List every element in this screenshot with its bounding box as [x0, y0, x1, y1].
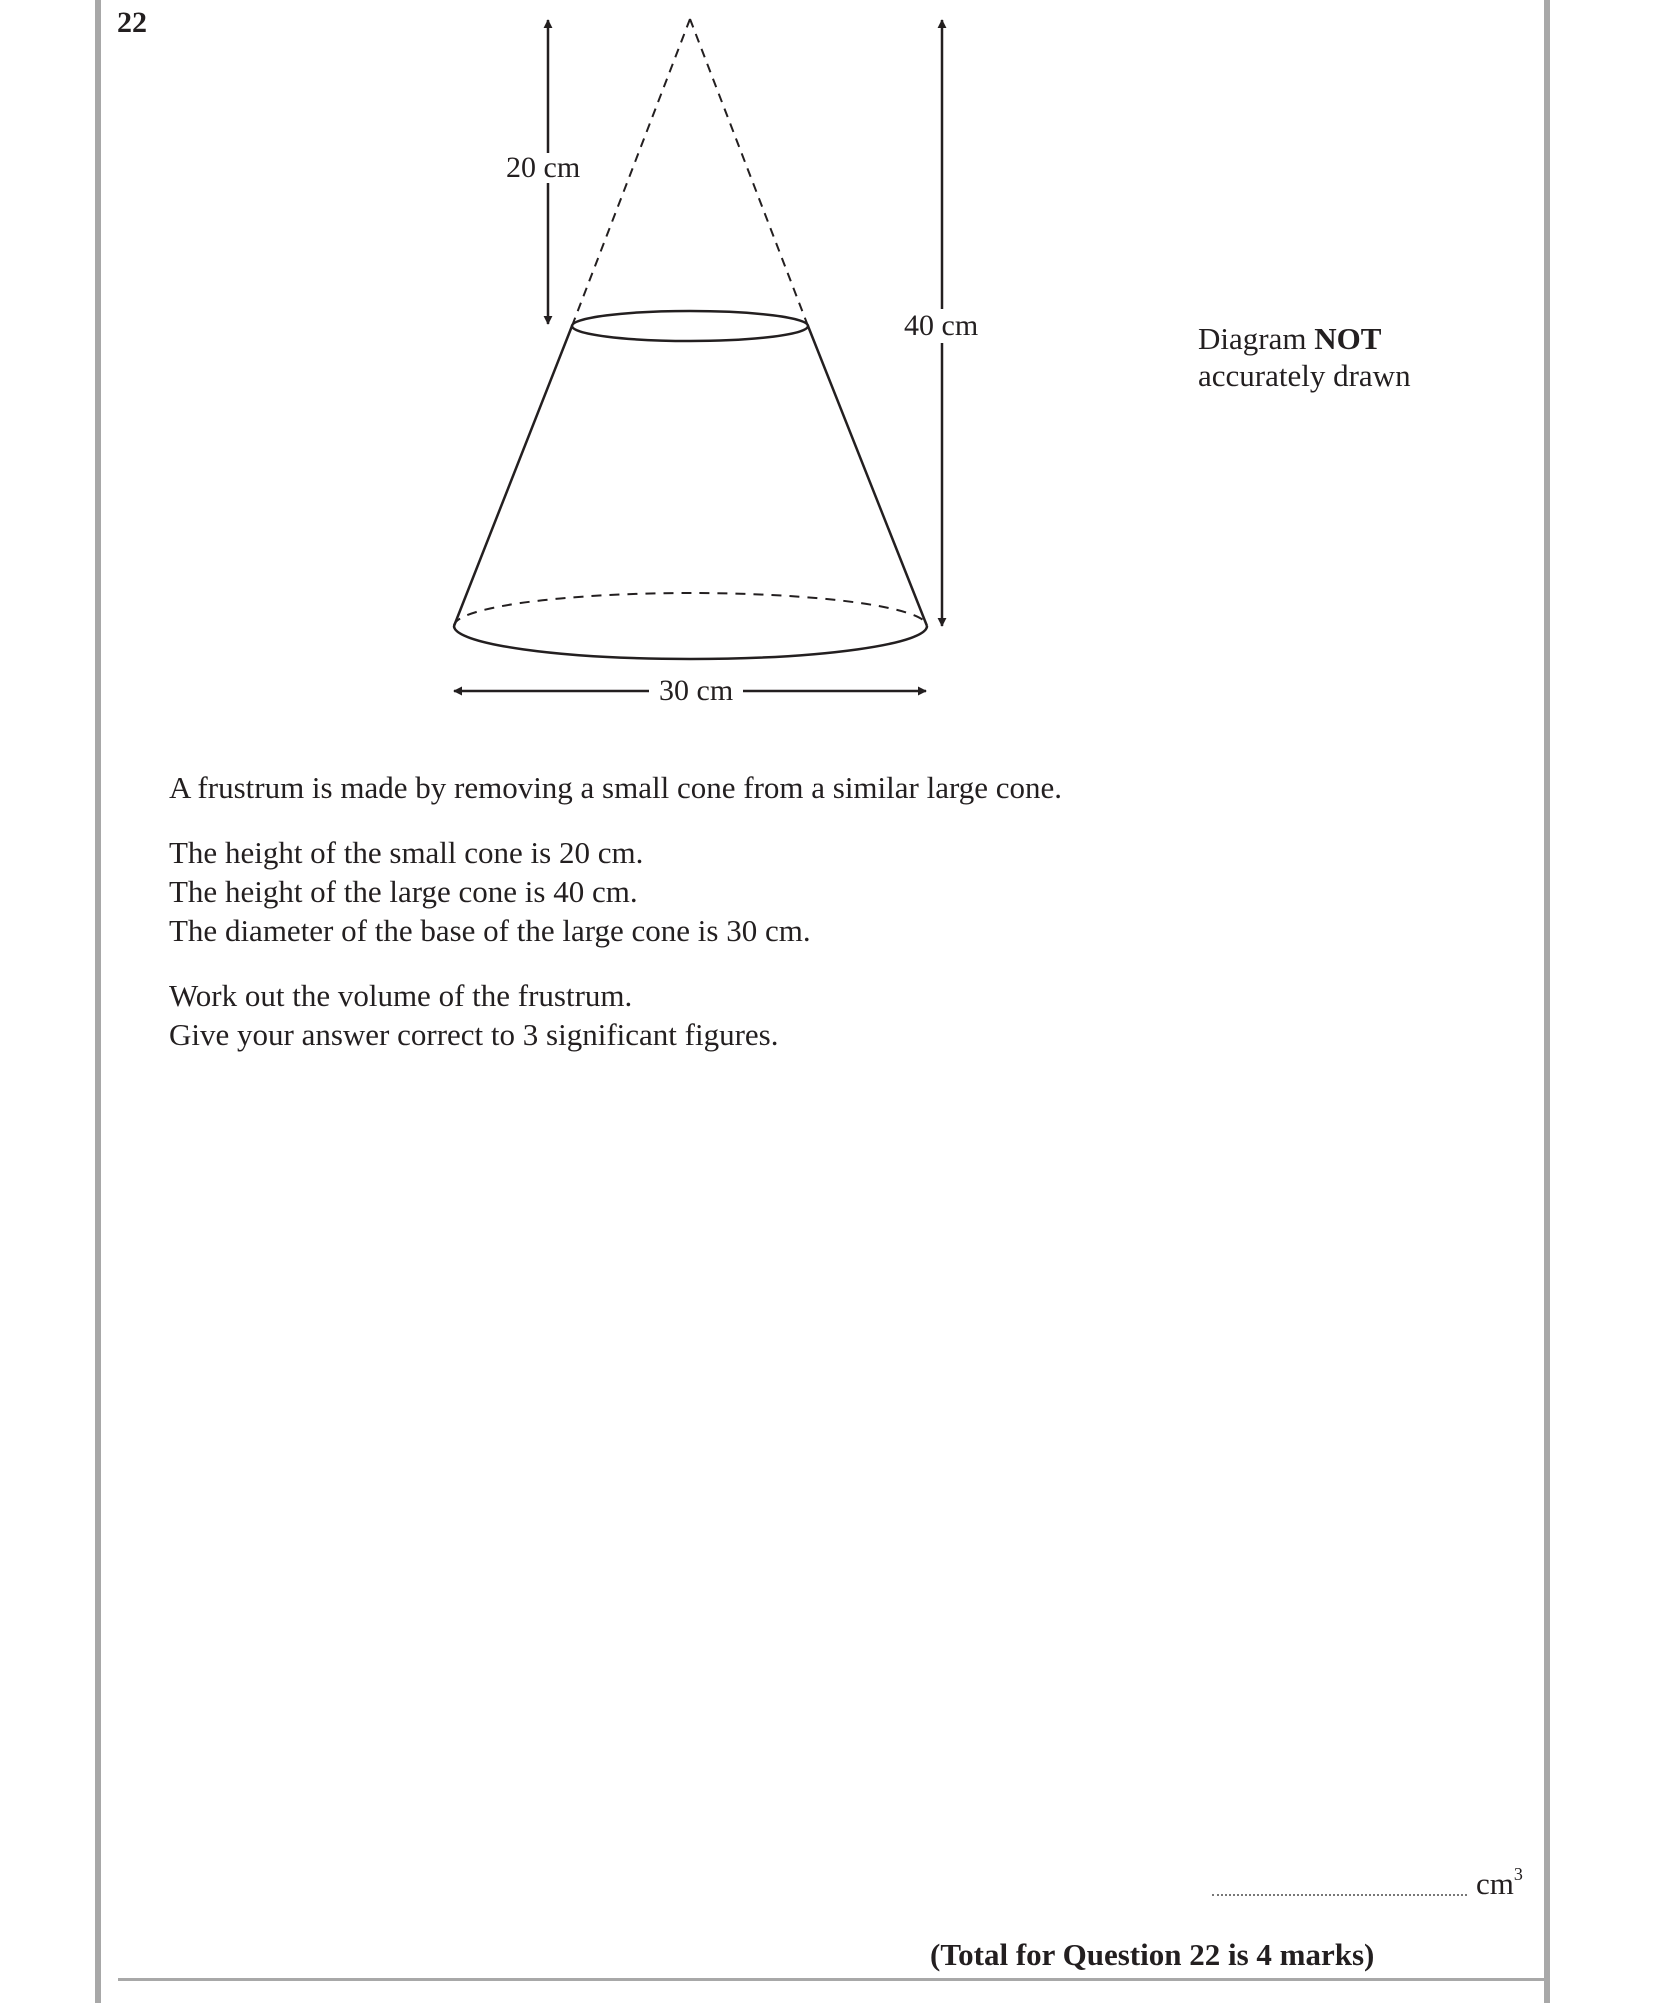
answer-unit — [1476, 1866, 1523, 1902]
small-height-label: 20 cm — [506, 151, 581, 184]
diameter-text: The diameter of the base of the large cone is 30 cm. — [169, 913, 811, 948]
small-cone-right-edge — [690, 19, 808, 326]
frustum-left-edge — [454, 326, 572, 626]
question-number: 22 — [117, 6, 147, 39]
diagram-note-prefix: Diagram — [1198, 321, 1315, 356]
top-ellipse — [572, 311, 808, 341]
diagram-note-line2: accurately drawn — [1198, 358, 1411, 393]
intro-text: A frustrum is made by removing a small cone from a similar large cone. — [169, 770, 1063, 805]
small-cone-height-text: The height of the small cone is 20 cm. — [169, 835, 644, 870]
unit-text: cm — [1476, 1866, 1514, 1901]
question-end-rule — [118, 1978, 1546, 1981]
unit-superscript: 3 — [1513, 1864, 1523, 1884]
large-height-label: 40 cm — [904, 309, 979, 342]
small-cone-left-edge — [572, 19, 690, 326]
bottom-ellipse-front — [454, 626, 927, 659]
diagram-note-bold: NOT — [1314, 321, 1382, 356]
large-cone-height-text: The height of the large cone is 40 cm. — [169, 874, 638, 909]
diameter-label: 30 cm — [649, 676, 743, 706]
answer-field[interactable] — [1212, 1894, 1467, 1896]
total-marks: (Total for Question 22 is 4 marks) — [930, 1937, 1375, 1972]
frustum-right-edge — [808, 326, 927, 626]
bottom-ellipse-back — [454, 593, 927, 626]
instruction-text: Work out the volume of the frustrum. — [169, 978, 633, 1013]
precision-text: Give your answer correct to 3 significant figures. — [169, 1017, 779, 1052]
diagram-note — [1198, 320, 1411, 394]
